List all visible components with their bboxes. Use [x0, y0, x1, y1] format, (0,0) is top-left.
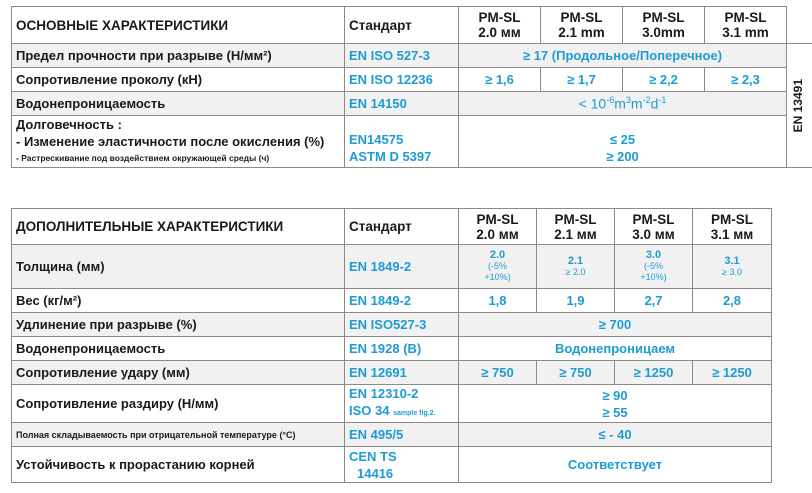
- table1-product-3: PM-SL 3.0mm: [623, 7, 705, 44]
- en-13491-label: EN 13491: [791, 78, 805, 133]
- row-tensile-label: Предел прочности при разрыве (Н/мм²): [12, 44, 345, 68]
- tear-std-1: EN 12310-2: [349, 386, 419, 401]
- row-tear-label: Сопротивление раздиру (Н/мм): [12, 385, 345, 423]
- table-row: [12, 361, 772, 385]
- row-waterproof2-label: Водонепроницаемость: [12, 337, 345, 361]
- table1-product-4: PM-SL 3.1 mm: [705, 7, 787, 44]
- row-waterproof-label: Водонепроницаемость: [12, 92, 345, 116]
- row-puncture-standard: EN ISO 12236: [345, 68, 459, 92]
- row-thickness-standard: EN 1849-2: [345, 245, 459, 289]
- row-folding-standard: EN 495/5: [345, 423, 459, 447]
- durability-val-1: ≤ 25: [609, 132, 636, 147]
- row-waterproof2-standard: EN 1928 (В): [345, 337, 459, 361]
- weight-value-4: 2,8: [693, 289, 772, 313]
- table2-product-1: PM-SL 2.0 мм: [459, 209, 537, 245]
- table-row: [12, 289, 772, 313]
- weight-value-2: 1,9: [537, 289, 615, 313]
- row-weight-label: Вес (кг/м²): [12, 289, 345, 313]
- table-row: [12, 92, 812, 116]
- table-row: [12, 385, 772, 423]
- impact-value-4: ≥ 1250: [693, 361, 772, 385]
- durability-line-1: - Изменение эластичности после окисления (%): [16, 134, 325, 149]
- puncture-value-3: ≥ 2,2: [623, 68, 705, 92]
- table1-header: ОСНОВНЫЕ ХАРАКТЕРИСТИКИ: [12, 7, 345, 44]
- table2-product-2: PM-SL 2.1 мм: [537, 209, 615, 245]
- standard-side-cell: [787, 44, 812, 168]
- table2-product-4: PM-SL 3.1 мм: [693, 209, 772, 245]
- row-puncture-label: Сопротивление проколу (кН): [12, 68, 345, 92]
- table1-standard-header: Стандарт: [345, 7, 459, 44]
- row-folding-label: Полная складываемость при отрицательной температуре (°C): [12, 423, 345, 447]
- puncture-value-1: ≥ 1,6: [459, 68, 541, 92]
- impact-value-2: ≥ 750: [537, 361, 615, 385]
- additional-characteristics-table: [11, 208, 772, 483]
- row-elongation-label: Удлинение при разрыве (%): [12, 313, 345, 337]
- durability-title: Долговечность :: [16, 117, 122, 132]
- table-row: [12, 44, 812, 68]
- table-row: [12, 423, 772, 447]
- row-durability-standard: [345, 116, 459, 168]
- table-row: [12, 337, 772, 361]
- row-folding-value: ≤ - 40: [459, 423, 772, 447]
- table2-product-3: PM-SL 3.0 мм: [615, 209, 693, 245]
- durability-std-2: ASTM D 5397: [349, 149, 432, 164]
- tear-val-2: ≥ 55: [602, 404, 628, 420]
- table2-header: ДОПОЛНИТЕЛЬНЫЕ ХАРАКТЕРИСТИКИ: [12, 209, 345, 245]
- row-thickness-label: Толщина (мм): [12, 245, 345, 289]
- durability-val-2: ≥ 200: [606, 149, 639, 164]
- thickness-value-2: 2.1 ≥ 2.0: [537, 245, 615, 289]
- thickness-value-1: 2.0 (-5% +10%): [459, 245, 537, 289]
- table2-standard-header: Стандарт: [345, 209, 459, 245]
- row-elongation-standard: EN ISO527-3: [345, 313, 459, 337]
- puncture-value-4: ≥ 2,3: [705, 68, 787, 92]
- row-waterproof2-value: Водонепроницаем: [459, 337, 772, 361]
- row-tear-standard: [345, 385, 459, 423]
- row-waterproof-value: < $10^{-6}m^3m^{-2}d^{-1}$: [459, 92, 787, 116]
- row-impact-label: Сопротивление удару (мм): [12, 361, 345, 385]
- tear-std-2: ISO 34 sample fig.2.: [349, 403, 436, 418]
- impact-value-3: ≥ 1250: [615, 361, 693, 385]
- row-elongation-value: ≥ 700: [459, 313, 772, 337]
- tear-val-1: ≥ 90: [602, 387, 628, 403]
- durability-line-2: - Растрескивание под воздействием окружающей среды (ч): [16, 153, 270, 163]
- row-durability-label: [12, 116, 345, 168]
- impact-value-1: ≥ 750: [459, 361, 537, 385]
- weight-value-3: 2,7: [615, 289, 693, 313]
- roots-std-2: 14416: [357, 465, 394, 481]
- table1-product-2: PM-SL 2.1 mm: [541, 7, 623, 44]
- row-tear-value: [459, 385, 772, 423]
- row-waterproof-standard: EN 14150: [345, 92, 459, 116]
- weight-value-1: 1,8: [459, 289, 537, 313]
- table-row: [12, 447, 772, 483]
- row-roots-label: Устойчивость к прорастанию корней: [12, 447, 345, 483]
- durability-std-1: EN14575: [349, 132, 404, 147]
- table-row: [12, 313, 772, 337]
- row-weight-standard: EN 1849-2: [345, 289, 459, 313]
- table-row: [12, 245, 772, 289]
- table-row: [12, 116, 812, 168]
- main-characteristics-table: [11, 6, 812, 168]
- table-row: [12, 68, 812, 92]
- puncture-value-2: ≥ 1,7: [541, 68, 623, 92]
- row-tensile-value: ≥ 17 (Продольное/Поперечное): [459, 44, 787, 68]
- table1-corner: [787, 7, 812, 44]
- roots-std-1: CEN TS: [349, 448, 397, 464]
- thickness-value-4: 3.1 ≥ 3.0: [693, 245, 772, 289]
- thickness-value-3: 3.0 (-5% +10%): [615, 245, 693, 289]
- row-roots-value: Соответствует: [459, 447, 772, 483]
- row-roots-standard: [345, 447, 459, 483]
- row-impact-standard: EN 12691: [345, 361, 459, 385]
- row-durability-value: [459, 116, 787, 168]
- table1-product-1: PM-SL 2.0 мм: [459, 7, 541, 44]
- row-tensile-standard: EN ISO 527-3: [345, 44, 459, 68]
